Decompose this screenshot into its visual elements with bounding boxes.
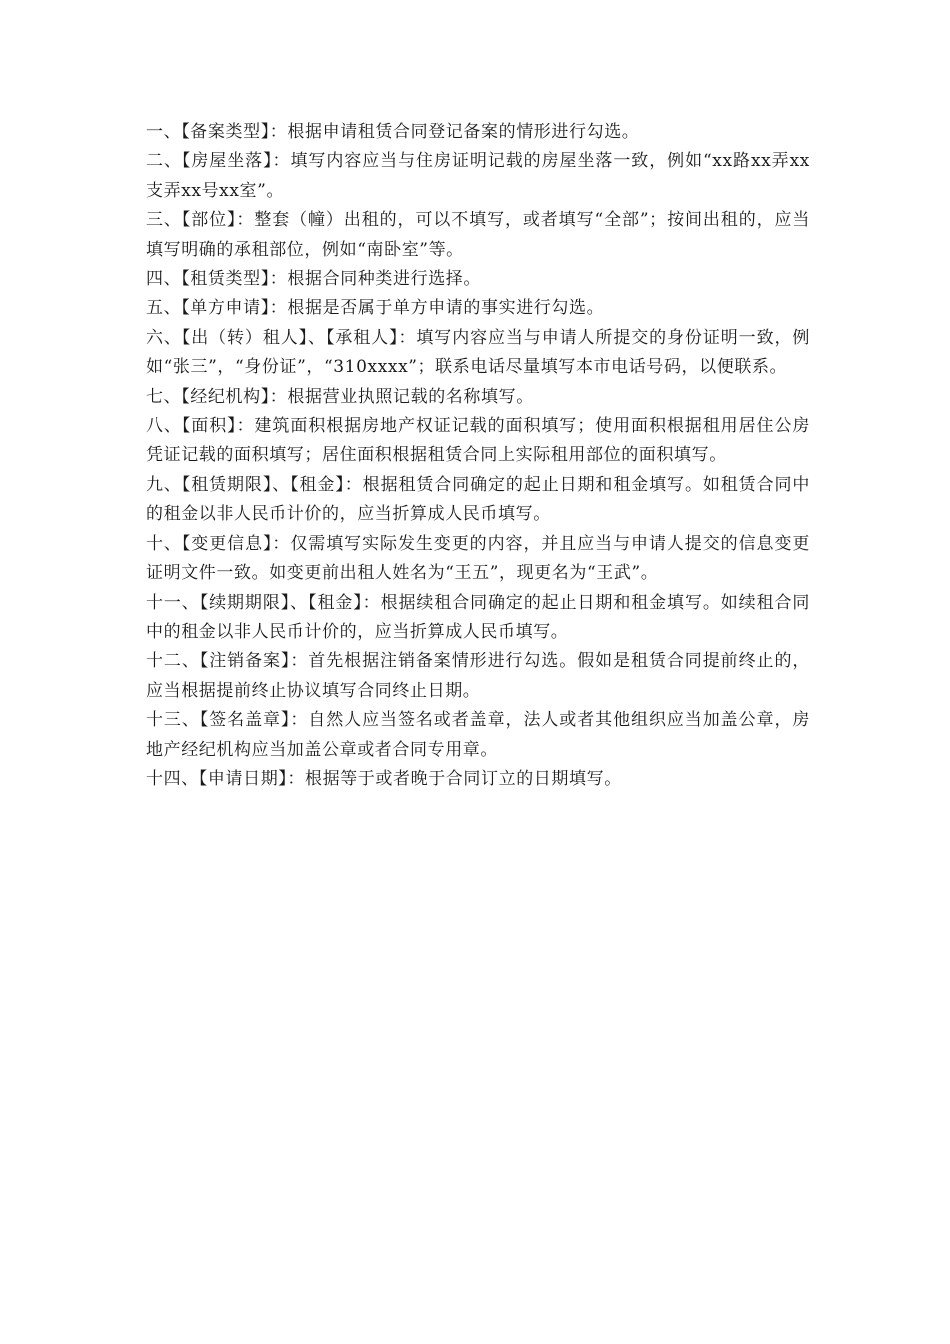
instructions-body <box>146 118 810 794</box>
instruction-3-portion: 三、【部位】：整套（幢）出租的，可以不填写，或者填写“全部”；按间出租的，应当填写明确的承租部位，例如“南卧室”等。 <box>146 210 810 260</box>
instruction-11-renewal-term-rent: 十一、【续期期限】、【租金】：根据续租合同确定的起止日期和租金填写。如续租合同中的租金以非人民币计价的，应当折算成人民币填写。 <box>146 592 810 642</box>
instruction-13-signature-seal: 十三、【签名盖章】：自然人应当签名或者盖章，法人或者其他组织应当加盖公章，房地产经纪机构应当加盖公章或者合同专用章。 <box>146 710 810 760</box>
instruction-8-area: 八、【面积】：建筑面积根据房地产权证记载的面积填写；使用面积根据租用居住公房凭证记载的面积填写；居住面积根据租赁合同上实际租用部位的面积填写。 <box>146 416 810 466</box>
instruction-4-lease-type: 四、【租赁类型】：根据合同种类进行选择。 <box>146 269 481 290</box>
instruction-2-property-location: 二、【房屋坐落】：填写内容应当与住房证明记载的房屋坐落一致，例如“xx路xx弄xx支弄xx号xx室”。 <box>146 151 810 201</box>
instruction-7-agency: 七、【经纪机构】：根据营业执照记载的名称填写。 <box>146 386 534 407</box>
instruction-10-change-info: 十、【变更信息】：仅需填写实际发生变更的内容，并且应当与申请人提交的信息变更证明文件一致。如变更前出租人姓名为“王五”，现更名为“王武”。 <box>146 533 810 584</box>
instruction-9-lease-term-rent: 九、【租赁期限】、【租金】：根据租赁合同确定的起止日期和租金填写。如租赁合同中的租金以非人民币计价的，应当折算成人民币填写。 <box>146 474 810 525</box>
instruction-5-unilateral-application: 五、【单方申请】：根据是否属于单方申请的事实进行勾选。 <box>146 298 605 319</box>
instruction-14-application-date: 十四、【申请日期】：根据等于或者晚于合同订立的日期填写。 <box>146 768 622 789</box>
instruction-12-cancel-filing: 十二、【注销备案】：首先根据注销备案情形进行勾选。假如是租赁合同提前终止的，应当根据提前终止协议填写合同终止日期。 <box>146 651 810 701</box>
instruction-1-filing-type: 一、【备案类型】：根据申请租赁合同登记备案的情形进行勾选。 <box>146 122 640 142</box>
instruction-6-lessor-lessee: 六、【出（转）租人】、【承租人】：填写内容应当与申请人所提交的身份证明一致，例如“张三”，“身份证”，“310xxxx”；联系电话尽量填写本市电话号码，以便联系。 <box>146 327 810 378</box>
